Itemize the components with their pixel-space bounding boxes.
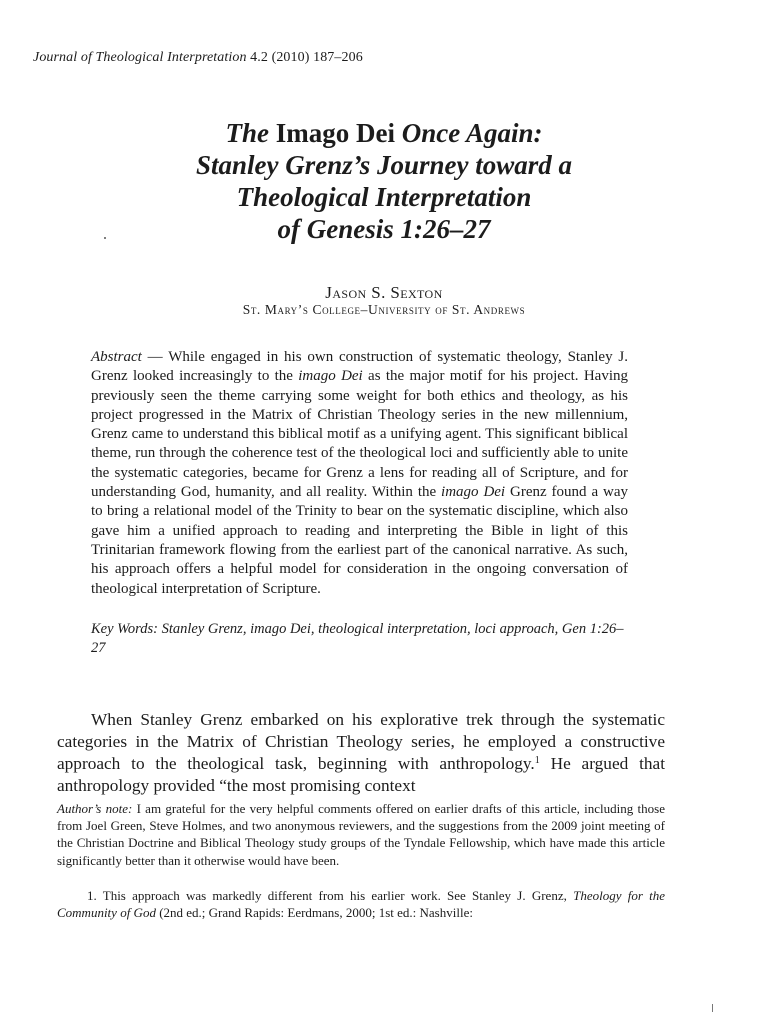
key-words: Key Words: Stanley Grenz, imago Dei, theological interpretation, loci approach, Gen 1:26–27 xyxy=(91,621,624,656)
title-line-2: Stanley Grenz’s Journey toward a xyxy=(195,150,573,180)
title-line-4: of Genesis 1:26–27 xyxy=(277,214,491,244)
abstract-paragraph xyxy=(91,348,628,599)
title-part-once-again: Once Again: xyxy=(401,118,543,148)
journal-citation xyxy=(33,50,363,66)
author-note-label: Author’s note: xyxy=(57,801,133,816)
abstract-emphasis-2: imago Dei xyxy=(441,484,506,501)
footnote-1 xyxy=(57,887,665,921)
author-note xyxy=(57,800,665,869)
author-note-text: I am grateful for the very helpful comments offered on earlier drafts of this article, including those from Joel Green, Steve Holmes, and two anonymous reviewers, and the suggestions from the 2009 joint meeting of the Christian Doctrine and Biblical Theology study groups of the Tyndale Fellowship, which have made this article significantly better than it otherwise would have been. xyxy=(57,801,665,868)
body-paragraph-text: When Stanley Grenz embarked on his explorative trek through the systematic categories in the Matrix of Christian Theology series, he employed a constructive approach to the theological task, beginning with anthropology. xyxy=(57,710,665,773)
article-title xyxy=(0,117,768,245)
abstract-label: Abstract xyxy=(91,349,142,365)
abstract-text-1: — While engaged in his own construction of systematic theology, Stanley J. Grenz looked increasingly to the xyxy=(91,349,628,385)
title-part-the: The xyxy=(225,118,269,148)
title-part-imago-dei: Imago Dei xyxy=(269,118,402,148)
footnote-book-title: Theology for the Community of God xyxy=(57,888,666,921)
journal-name: Journal of Theological Interpretation xyxy=(33,50,247,65)
abstract-text-2: as the major motif for his project. Having previously seen the theme carrying some weight for both ethics and theology, as his project progressed in the Matrix of Christian Theology series in the new millennium, Grenz came to understand this biblical motif as a unifying agent. This significant biblical theme, run through the coherence test of the theological loci and sufficiently able to unite the systematic categories, became for Grenz a lens for reading all of Scripture, and for understanding God, humanity, and all reality. Within the xyxy=(91,368,628,501)
footnote-paragraph xyxy=(57,887,665,921)
footnote-text: This approach was markedly different from his earlier work. See Stanley J. Grenz, xyxy=(96,888,574,903)
body-text xyxy=(57,709,665,797)
body-paragraph-text-end: He argued that anthropology provided “the most promising context xyxy=(57,754,665,795)
body-paragraph xyxy=(57,709,665,797)
scan-speck xyxy=(104,237,106,239)
author-name: Jason S. Sexton xyxy=(325,283,443,302)
footnote-tail: (2nd ed.; Grand Rapids: Eerdmans, 2000; 1st ed.: Nashville: xyxy=(155,905,473,921)
title-line-1 xyxy=(0,117,768,149)
scan-edge-mark xyxy=(712,1004,713,1012)
abstract xyxy=(91,348,628,599)
abstract-text-3: Grenz found a way to bring a relational model of the Trinity to bear on the systematic discipline, which also gave him a unified approach to reading and interpreting the Bible in light of this Trinitarian framework flowing from the earliest part of the canonical narrative. As such, his approach offers a helpful model for consideration in the ongoing conversation of theological interpretation of Scripture. xyxy=(91,484,628,597)
title-line-3: Theological Interpretation xyxy=(236,182,532,212)
footnote-number: 1. xyxy=(87,888,97,903)
footnote-reference[interactable]: 1 xyxy=(534,755,540,766)
author-affiliation: St. Mary’s College–University of St. Andrews xyxy=(242,302,526,317)
abstract-emphasis-1: imago Dei xyxy=(298,368,363,385)
journal-volume-pages: 4.2 (2010) 187–206 xyxy=(250,50,363,65)
